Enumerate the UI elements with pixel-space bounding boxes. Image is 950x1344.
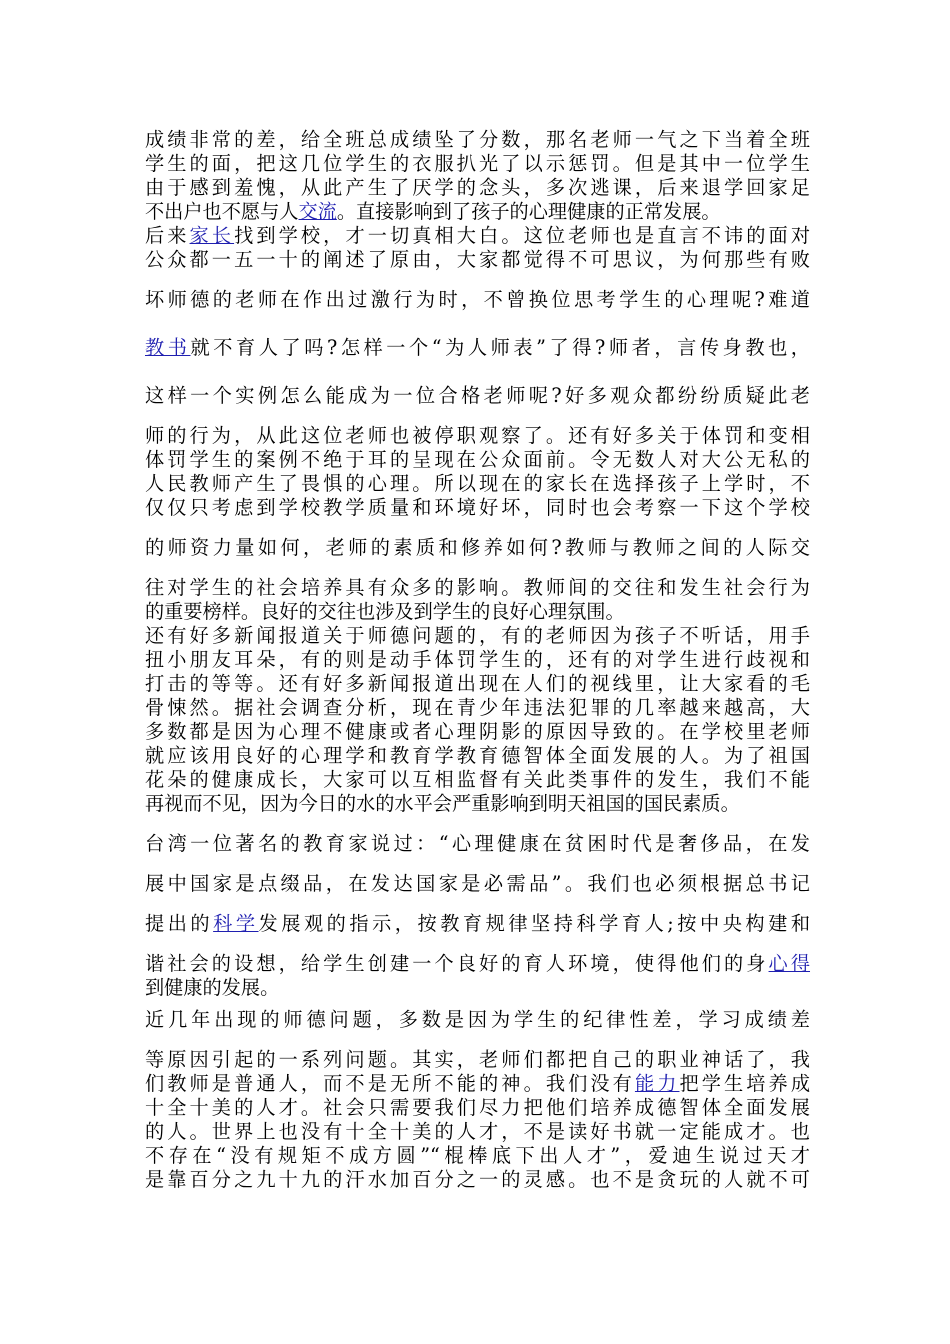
text-run: 打击的等等。还有好多新闻报道出现在人们的视线里，让大家看的毛 xyxy=(145,672,810,695)
text-line xyxy=(145,424,810,448)
inline-link[interactable]: 科学 xyxy=(213,912,259,935)
text-line xyxy=(145,288,810,312)
text-run: 的重要榜样。良好的交往也涉及到学生的良好心理氛围。 xyxy=(145,600,625,623)
text-run: 后来 xyxy=(145,224,190,247)
text-run: 由于感到羞愧，从此产生了厌学的念头，多次逃课，后来退学回家足 xyxy=(145,176,810,199)
text-run: 往对学生的社会培养具有众多的影响。教师间的交往和发生社会行为 xyxy=(145,576,810,599)
text-line xyxy=(145,696,810,720)
text-line xyxy=(145,792,810,816)
text-run: 学生的面，把这几位学生的衣服扒光了以示惩罚。但是其中一位学生 xyxy=(145,152,810,175)
text-run: 师的行为，从此这位老师也被停职观察了。还有好多关于体罚和变相 xyxy=(145,424,810,447)
text-run: 近几年出现的师德问题，多数是因为学生的纪律性差，学习成绩差 xyxy=(145,1008,810,1031)
text-line xyxy=(145,152,810,176)
text-line xyxy=(145,952,810,976)
text-line xyxy=(145,1120,810,1144)
inline-link[interactable]: 家长 xyxy=(189,224,235,247)
text-line xyxy=(145,496,810,520)
text-run: 展中国家是点缀品，在发达国家是必需品”。我们也必须根据总书记 xyxy=(145,872,810,895)
text-run: 就不育人了吗?怎样一个“为人师表”了得?师者，言传身教也， xyxy=(190,336,810,359)
text-run: 骨悚然。据社会调查分析，现在青少年违法犯罪的几率越来越高，大 xyxy=(145,696,810,719)
inline-link[interactable]: 能力 xyxy=(634,1072,680,1095)
text-run: 是靠百分之九十九的汗水加百分之一的灵感。也不是贪玩的人就不可 xyxy=(145,1168,810,1191)
text-line xyxy=(145,472,810,496)
text-run: 仅仅只考虑到学校教学质量和环境好坏，同时也会考察一下这个学校 xyxy=(145,496,810,519)
text-run: 这样一个实例怎么能成为一位合格老师呢?好多观众都纷纷质疑此老 xyxy=(145,384,810,407)
inline-link[interactable]: 教书 xyxy=(145,336,191,359)
text-line xyxy=(145,1096,810,1120)
text-line xyxy=(145,384,810,408)
text-line xyxy=(145,768,810,792)
text-line xyxy=(145,200,810,224)
text-line xyxy=(145,976,810,1000)
text-line xyxy=(145,176,810,200)
text-line xyxy=(145,576,810,600)
text-line xyxy=(145,336,810,360)
text-run: 公众都一五一十的阐述了原由，大家都觉得不可思议，为何那些有败 xyxy=(145,248,810,271)
text-line xyxy=(145,832,810,856)
text-line xyxy=(145,912,810,936)
text-line xyxy=(145,248,810,272)
text-run: 花朵的健康成长，大家可以互相监督有关此类事件的发生，我们不能 xyxy=(145,768,810,791)
text-run: 等原因引起的一系列问题。其实，老师们都把自己的职业神话了，我 xyxy=(145,1048,810,1071)
text-line xyxy=(145,1008,810,1032)
inline-link[interactable]: 交流 xyxy=(298,200,337,223)
text-run: 坏师德的老师在作出过激行为时，不曾换位思考学生的心理呢?难道 xyxy=(145,288,810,311)
text-line xyxy=(145,1144,810,1168)
text-run: 还有好多新闻报道关于师德问题的，有的老师因为孩子不听话，用手 xyxy=(145,624,810,647)
text-run: 的师资力量如何，老师的素质和修养如何?教师与教师之间的人际交 xyxy=(145,536,810,559)
text-run: 。直接影响到了孩子的心理健康的正常发展。 xyxy=(336,200,721,223)
text-run: 再视而不见，因为今日的水的水平会严重影响到明天祖国的国民素质。 xyxy=(145,792,740,815)
text-run: 不出户也不愿与人 xyxy=(145,200,299,223)
text-line xyxy=(145,1048,810,1072)
text-line xyxy=(145,128,810,152)
text-run: 十全十美的人才。社会只需要我们尽力把他们培养成德智体全面发展 xyxy=(145,1096,810,1119)
text-run: 们教师是普通人，而不是无所不能的神。我们没有 xyxy=(145,1072,635,1095)
text-run: 的人。世界上也没有十全十美的人才，不是读好书就一定能成才。也 xyxy=(145,1120,810,1143)
text-line xyxy=(145,536,810,560)
text-line xyxy=(145,600,810,624)
text-line xyxy=(145,1168,810,1192)
text-run: 人民教师产生了畏惧的心理。所以现在的家长在选择孩子上学时，不 xyxy=(145,472,810,495)
text-run: 就应该用良好的心理学和教育学教育德智体全面发展的人。为了祖国 xyxy=(145,744,810,767)
text-run: 提出的 xyxy=(145,912,214,935)
text-run: 谐社会的设想，给学生创建一个良好的育人环境，使得他们的身 xyxy=(145,952,769,975)
text-run: 不存在“没有规矩不成方圆”“棍棒底下出人才”，爱迪生说过天才 xyxy=(145,1144,810,1167)
text-line xyxy=(145,672,810,696)
text-line xyxy=(145,624,810,648)
text-line xyxy=(145,224,810,248)
inline-link[interactable]: 心得 xyxy=(768,952,811,975)
text-run: 台湾一位著名的教育家说过：“心理健康在贫困时代是奢侈品，在发 xyxy=(145,832,810,855)
text-line xyxy=(145,1072,810,1096)
text-line xyxy=(145,648,810,672)
text-line xyxy=(145,744,810,768)
text-run: 多数都是因为心理不健康或者心理阴影的原因导致的。在学校里老师 xyxy=(145,720,810,743)
text-run: 到健康的发展。 xyxy=(145,976,280,999)
text-run: 体罚学生的案例不绝于耳的呈现在公众面前。令无数人对大公无私的 xyxy=(145,448,810,471)
text-line xyxy=(145,872,810,896)
text-run: 发展观的指示，按教育规律坚持科学育人;按中央构建和 xyxy=(258,912,811,935)
text-run: 找到学校，才一切真相大白。这位老师也是直言不讳的面对 xyxy=(234,224,811,247)
text-line xyxy=(145,448,810,472)
text-line xyxy=(145,720,810,744)
text-run: 把学生培养成 xyxy=(679,1072,811,1095)
text-run: 扭小朋友耳朵，有的则是动手体罚学生的，还有的对学生进行歧视和 xyxy=(145,648,810,671)
text-run: 成绩非常的差，给全班总成绩坠了分数，那名老师一气之下当着全班 xyxy=(145,128,810,151)
